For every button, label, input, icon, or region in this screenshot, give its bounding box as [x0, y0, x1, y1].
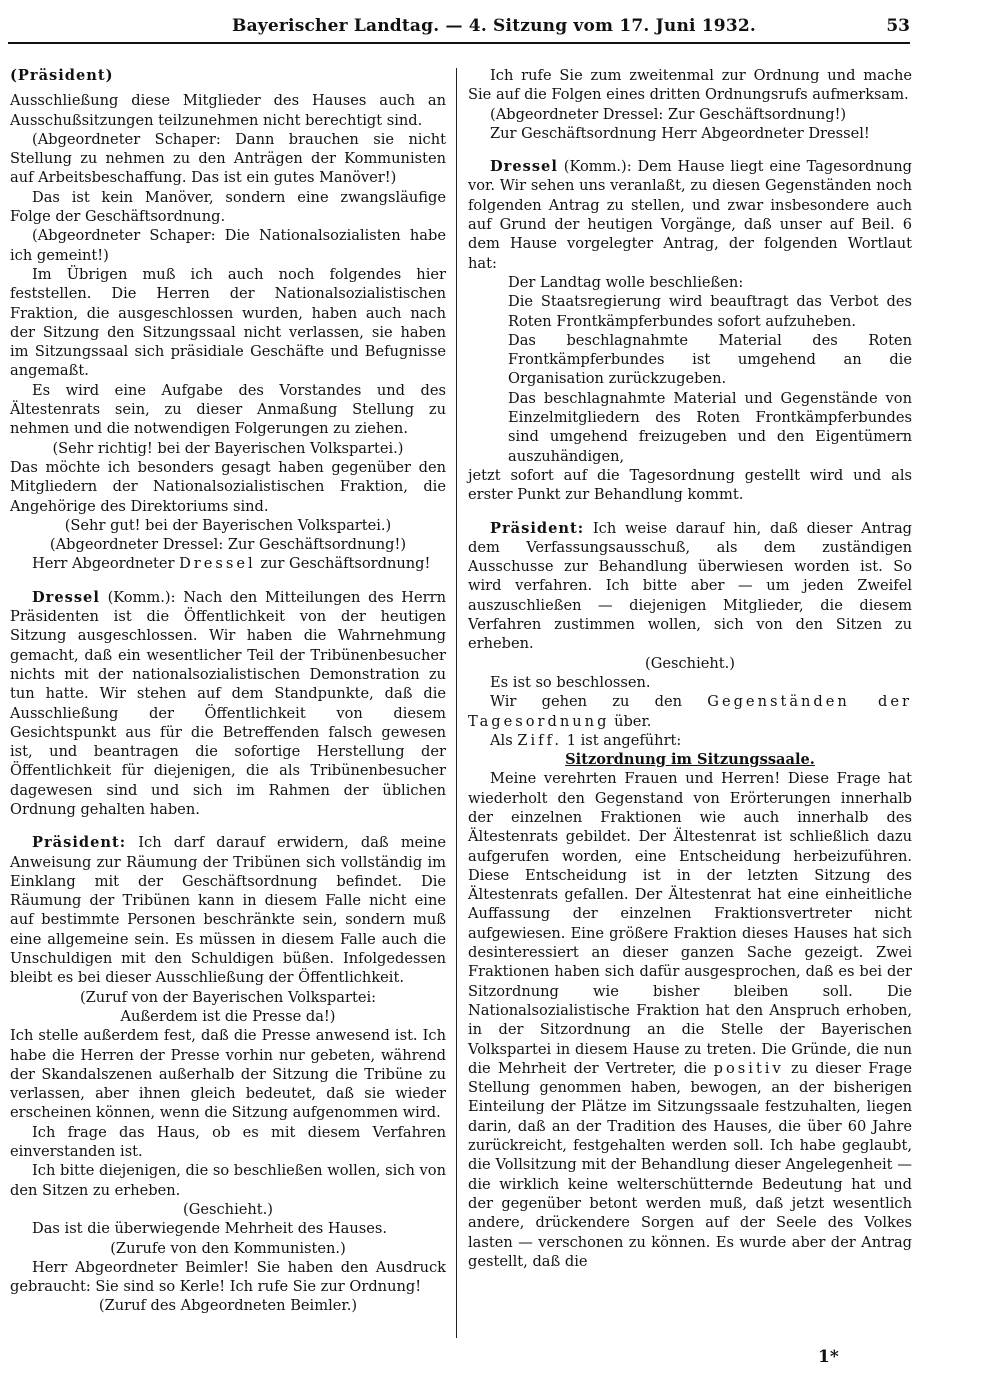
- motion-item: Das beschlagnahmte Material und Gegenstände von Einzelmitgliedern des Roten Frontkämpferbundes sind umgehend freizugeben und den Eigentümern auszuhändigen,: [508, 389, 912, 465]
- interjection: (Abgeordneter Schaper: Dann brauchen sie nicht Stellung zu nehmen zu den Anträgen der Kommunisten auf Arbeitsbeschaffung. Das ist ein gutes Manöver!): [10, 130, 446, 187]
- paragraph: Es ist so beschlossen.: [490, 673, 651, 691]
- speaker-party: (Komm.):: [563, 158, 632, 176]
- motion-intro: Der Landtag wolle beschließen:: [508, 273, 744, 291]
- signature-mark: 1*: [818, 1347, 839, 1367]
- interjection: (Sehr richtig! bei der Bayerischen Volkspartei.): [52, 439, 404, 457]
- speaker-continuation: (Präsident): [10, 67, 114, 84]
- interjection: (Geschieht.): [183, 1200, 273, 1218]
- paragraph: Ich frage das Haus, ob es mit diesem Verfahren einverstanden ist.: [10, 1123, 446, 1161]
- speech-text: Ich weise darauf hin, daß dieser Antrag dem Verfassungsausschuß, als dem zuständigen Ausschusse zur Behandlung überwiesen worden ist. So wird verfahren. Ich bitte aber — um jeden Zweifel auszuschließen — diejenigen Mitglieder, die diesem Verfahren zustimmen wollen, sich von den Sitzen zu erheben.: [468, 519, 913, 653]
- speaker-name: Dressel: [32, 588, 100, 606]
- spaced-term: Gegenständen der Tagesordnung: [468, 693, 913, 730]
- text-run: über.: [614, 712, 652, 730]
- section-title: Sitzordnung im Sitzungssaale.: [565, 751, 815, 769]
- text-run: Meine verehrten Frauen und Herren! Diese Frage hat wiederholt den Gegenstand von Erörterungen innerhalb der einzelnen Fraktionen wie auch innerhalb des Ältestenrats gebildet. Der Ältestenrat ist schließlich dazu aufgerufen worden, eine Entscheidung herbeizuführen. Diese Entscheidung ist in der letzten Sitzung des Ältestenrats gefallen. Der Ältestenrat hat eine einheitliche Auffassung der einzelnen Fraktionsvertreter nicht aufgewiesen. Eine größere Fraktion dieses Hauses hat sich desinteressiert an dieser ganzen Sache gezeigt. Zwei Fraktionen haben sich dafür ausgesprochen, daß es bei der Sitzordnung wie bisher bleiben soll. Die Nationalsozialistische Fraktion hat den Anspruch erhoben, in der Sitzordnung an die Stelle der Bayerischen Volkspartei in diesem Hause zu treten. Die Gründe, die nun die Mehrheit der Vertreter, die: [468, 770, 912, 1077]
- left-column: [10, 66, 446, 1316]
- paragraph: [468, 731, 912, 750]
- text-run: zu dieser Frage Stellung genommen haben, bewogen, an der bisherigen Einteilung der Plätze im Sitzungssaale festzuhalten, liegen darin, daß an der Tradition des Hauses, die über 60 Jahre zurückreicht, festgehalten werden soll. Ich habe geglaubt, die Vollsitzung mit der Behandlung dieser Angelegenheit — die wirklich keine welterschütternde Bedeutung hat und der gegenüber betont werden muß, daß jetzt wesentlich andere, drückendere Sorgen auf der Seele des Volkes lasten — verschonen zu können. Es wurde aber der Antrag gestellt, daß die: [468, 1059, 912, 1270]
- speech-text: Ich darf darauf erwidern, daß meine Anweisung zur Räumung der Tribünen sich vollständig im Einklang mit der Geschäftsordnung befindet. Die Räumung der Tribünen kann in diesem Falle nicht eine auf bestimmte Personen beschränkte sein, sondern muß eine allgemeine sein. Es müssen in diesem Falle auch die Unschuldigen mit den Schuldigen büßen. Infolgedessen bleibt es bei dieser Ausschließung der Öffentlichkeit.: [10, 834, 446, 987]
- text-run: Herr Abgeordneter: [32, 555, 175, 573]
- paragraph: Ich rufe Sie zum zweitenmal zur Ordnung und mache Sie auf die Folgen eines dritten Ordnungsrufs aufmerksam.: [468, 67, 912, 104]
- interjection: Außerdem ist die Presse da!): [120, 1007, 336, 1025]
- interjection: (Zuruf von der Bayerischen Volkspartei:: [79, 988, 377, 1006]
- speech-dressel: [468, 157, 912, 273]
- paragraph: [468, 692, 912, 731]
- spaced-term: Ziff.: [517, 731, 563, 749]
- speaker-name: Präsident:: [490, 519, 585, 537]
- speech-text: Nach den Mitteilungen des Herrn Präsidenten ist die Öffentlichkeit von der heutigen Sitzung ausgeschlossen. Wir haben die Wahrnehmung gemacht, daß ein wesentlicher Teil der Tribünenbesucher nichts mit der nationalsozialistischen Demonstration zu tun hatte. Wir stehen auf dem Standpunkte, daß die Ausschließung der Öffentlichkeit von diesem Gesichtspunkt aus für die Betreffenden falsch gewesen ist, und beantragen die sofortige Herstellung der Öffentlichkeit für diejenigen, die als Tribünenbesucher dagewesen sind und sich im Rahmen der üblichen Ordnung gehalten haben.: [10, 588, 446, 818]
- paragraph: Es wird eine Aufgabe des Vorstandes und des Ältestenrats sein, zu dieser Anmaßung Stellung zu nehmen und die notwendigen Folgerungen zu ziehen.: [10, 381, 446, 438]
- speech-president: [468, 519, 912, 654]
- interjection: (Abgeordneter Dressel: Zur Geschäftsordnung!): [49, 536, 407, 554]
- text-run: zur Geschäftsordnung!: [260, 555, 431, 573]
- right-column: [468, 66, 912, 1271]
- page-number: 53: [886, 16, 910, 36]
- interjection: (Zuruf des Abgeordneten Beimler.): [98, 1297, 358, 1315]
- speaker-name: Präsident:: [32, 834, 127, 852]
- speech-president: [10, 833, 446, 987]
- interjection: (Sehr gut! bei der Bayerischen Volkspartei.): [64, 516, 392, 534]
- page-header: [10, 16, 910, 42]
- text-run: Wir gehen zu den: [490, 693, 683, 711]
- speech-text: Dem Hause liegt eine Tagesordnung vor. Wir sehen uns veranlaßt, zu diesen Gegenständen noch folgenden Antrag zu stellen, und zwar insbesondere auch auf Grund der heutigen Vorgänge, daß unser auf Beil. 6 dem Hause vorgelegter Antrag, der folgenden Wortlaut hat:: [468, 158, 912, 272]
- paragraph: Ausschließung diese Mitglieder des Hauses auch an Ausschußsitzungen teilzunehmen nicht berechtigt sind.: [10, 92, 446, 129]
- paragraph: Herr Abgeordneter Beimler! Sie haben den Ausdruck gebraucht: Sie sind so Kerle! Ich rufe Sie zur Ordnung!: [10, 1258, 446, 1296]
- spaced-term: positiv: [713, 1059, 784, 1077]
- paragraph: Im Übrigen muß ich auch noch folgendes hier feststellen. Die Herren der Nationalsozialistischen Fraktion, die ausgeschlossen wurden, haben auch nach der Sitzung den Sitzungssaal nicht verlassen, sie haben im Sitzungssaal sich präsidiale Geschäfte und Befugnisse angemaßt.: [10, 265, 446, 380]
- motion-item: Die Staatsregierung wird beauftragt das Verbot des Roten Frontkämpferbundes sofort aufzuheben.: [508, 293, 912, 330]
- paragraph: Ich bitte diejenigen, die so beschließen wollen, sich von den Sitzen zu erheben.: [10, 1162, 446, 1199]
- text-run: 1 ist angeführt:: [566, 731, 682, 749]
- interjection: (Geschieht.): [645, 654, 735, 672]
- spaced-name: Dressel: [179, 555, 256, 573]
- paragraph: [10, 554, 446, 573]
- paragraph: Das ist kein Manöver, sondern eine zwangsläufige Folge der Geschäftsordnung.: [10, 188, 446, 226]
- interjection: (Abgeordneter Schaper: Die Nationalsozialisten habe ich gemeint!): [10, 227, 446, 264]
- paragraph: Zur Geschäftsordnung Herr Abgeordneter Dressel!: [490, 124, 870, 142]
- column-divider: [456, 68, 457, 1338]
- speaker-name: Dressel: [490, 158, 558, 176]
- text-run: Als: [490, 731, 513, 749]
- running-title: Bayerischer Landtag. — 4. Sitzung vom 17. Juni 1932.: [232, 16, 757, 36]
- speech-dressel: [10, 588, 446, 820]
- paragraph: Ich stelle außerdem fest, daß die Presse anwesend ist. Ich habe die Herren der Presse vorhin nur gebeten, während der Skandalszenen außerhalb der Sitzung die Tribüne zu verlassen, aber ihnen gleich bedeutet, daß sie wieder erscheinen können, wenn die Sitzung aufgenommen wird.: [10, 1027, 446, 1122]
- interjection: (Abgeordneter Dressel: Zur Geschäftsordnung!): [490, 105, 847, 123]
- speaker-party: (Komm.):: [107, 588, 176, 606]
- paragraph: jetzt sofort auf die Tagesordnung gestellt wird und als erster Punkt zur Behandlung kommt.: [468, 466, 912, 504]
- motion-item: Das beschlagnahmte Material des Roten Frontkämpferbundes ist umgehend an die Organisation zurückzugeben.: [508, 331, 912, 388]
- header-rule: [8, 42, 910, 44]
- interjection: (Zurufe von den Kommunisten.): [110, 1239, 346, 1257]
- paragraph: Das möchte ich besonders gesagt haben gegenüber den Mitgliedern der Nationalsozialistischen Fraktion, die Angehörige des Direktoriums sind.: [10, 458, 446, 515]
- paragraph: Das ist die überwiegende Mehrheit des Hauses.: [32, 1220, 387, 1238]
- paragraph: [468, 769, 912, 1271]
